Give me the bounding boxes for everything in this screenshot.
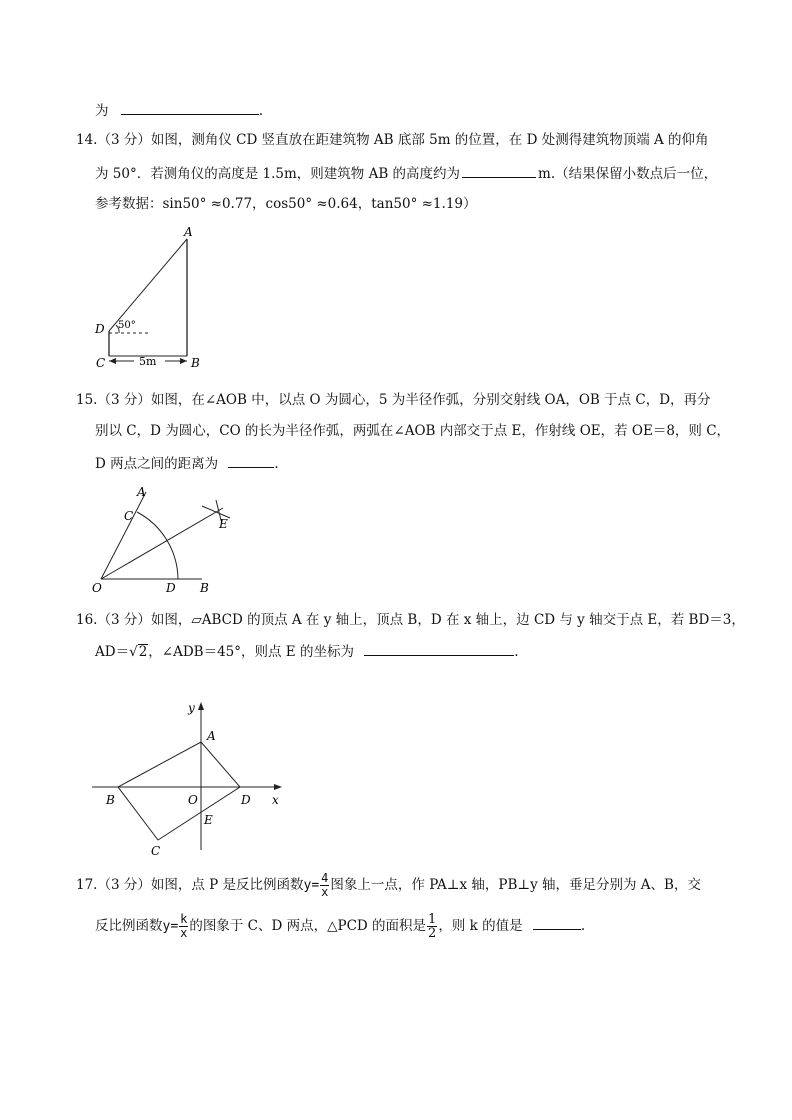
q15-figure [90,484,250,596]
q17-line2-a: 反比例函数 [95,918,163,934]
q16-parallelogram [118,742,240,840]
q14-label-D: D [95,322,105,336]
q14-line2-a: 为 50°．若测角仪的高度是 1.5m，则建筑物 AB 的高度约为 [95,166,461,182]
q17-line1 [76,870,701,901]
q16-line1: 16.（3 分）如图，▱ABCD 的顶点 A 在 y 轴上，顶点 B，D 在 x 轴上，边 CD 与 y 轴交于点 E，若 BD＝3， [76,612,745,628]
q17-func2-frac [179,913,188,940]
q15-label-O: O [92,581,102,595]
q15-line3-b: . [274,456,279,472]
q17-area-num: 1 [428,912,437,927]
q14-line3: 参考数据：sin50° ≈0.77，cos50° ≈0.64，tan50° ≈1.19） [95,196,477,212]
q15-label-A: A [137,485,146,499]
q17-func1-den: x [321,885,329,899]
q14-label-C: C [96,356,106,370]
q16-x-arrow [274,784,282,790]
q15-label-B: B [200,581,209,595]
q16-label-C: C [151,844,161,858]
q17-line1-b: 图象上一点，作 PA⊥x 轴，PB⊥y 轴，垂足分别为 A、B，交 [330,877,701,893]
q17-line2 [95,911,585,942]
q16-label-y: y [188,701,195,715]
q14-label-B: B [191,356,200,370]
q14-line-DA [109,239,187,331]
q15-label-D: D [166,581,176,595]
q14-line1: 14.（3 分）如图，测角仪 CD 竖直放在距建筑物 AB 底部 5m 的位置，在 D 处测得建筑物顶端 A 的仰角 [76,132,709,148]
q16-label-O: O [188,793,198,807]
q14-label-A: A [184,225,193,239]
q13-prefix: 为 [95,103,109,119]
q14-label-angle: 50° [118,320,136,331]
q15-label-E: E [219,517,228,531]
q15-line1: 15.（3 分）如图，在∠AOB 中，以点 O 为圆心，5 为半径作弧，分别交射线 OA，OB 于点 C，D，再分 [76,392,711,408]
q16-line2-b: ，∠ADB＝45°，则点 E 的坐标为 [148,644,354,660]
q17-line2-c: ，则 k 的值是 [438,918,523,934]
q13-suffix: . [258,103,264,119]
q15-answer-blank[interactable] [228,453,274,468]
q16-sqrt-value: 2 [138,644,148,660]
q15-label-C: C [124,509,134,523]
q15-line2: 别以 C，D 为圆心，CO 的长为半径作弧，两弧在∠AOB 内部交于点 E，作射线 OE，若 OE＝8，则 C， [95,423,731,439]
q16-line2 [95,641,519,662]
q17-func1-y: y= [303,878,320,893]
q16-figure [90,700,290,860]
q16-line2-c: . [514,644,519,660]
q14-line2 [95,163,717,184]
q17-func2-den: x [180,926,188,940]
q13-tail [95,100,263,121]
q14-figure [90,226,220,376]
q17-line2-b: 的图象于 C、D 两点，△PCD 的面积是 [189,918,427,934]
q16-answer-blank[interactable] [364,641,514,656]
q17-answer-blank[interactable] [533,915,581,930]
q17-func1-frac [320,872,329,899]
q16-label-D: D [241,793,251,807]
q16-label-x: x [272,793,279,807]
q17-func2-y: y= [162,919,179,934]
q15-arc-CD [137,512,178,579]
q16-label-E: E [204,813,213,827]
q14-label-dist: 5m [139,355,157,368]
q16-line2-a: AD＝ [95,644,130,660]
q15-line3 [95,453,279,474]
q17-area-den: 2 [428,926,437,941]
q17-line2-d: . [580,918,586,934]
q16-sqrt-sign: √ [129,644,138,660]
q13-answer-blank[interactable] [121,100,259,115]
q16-label-A: A [207,729,216,743]
q16-label-B: B [106,793,115,807]
q17-func1-num: 4 [321,871,329,885]
q17-func2-num: k [180,912,188,926]
q17-line1-a: 17.（3 分）如图，点 P 是反比例函数 [76,877,304,893]
q14-line2-b: m.（结果保留小数点后一位， [538,166,718,182]
q17-area-frac [427,913,437,940]
q15-line3-a: D 两点之间的距离为 [95,456,219,472]
q16-y-arrow [198,702,204,710]
q14-answer-blank[interactable] [462,163,536,178]
